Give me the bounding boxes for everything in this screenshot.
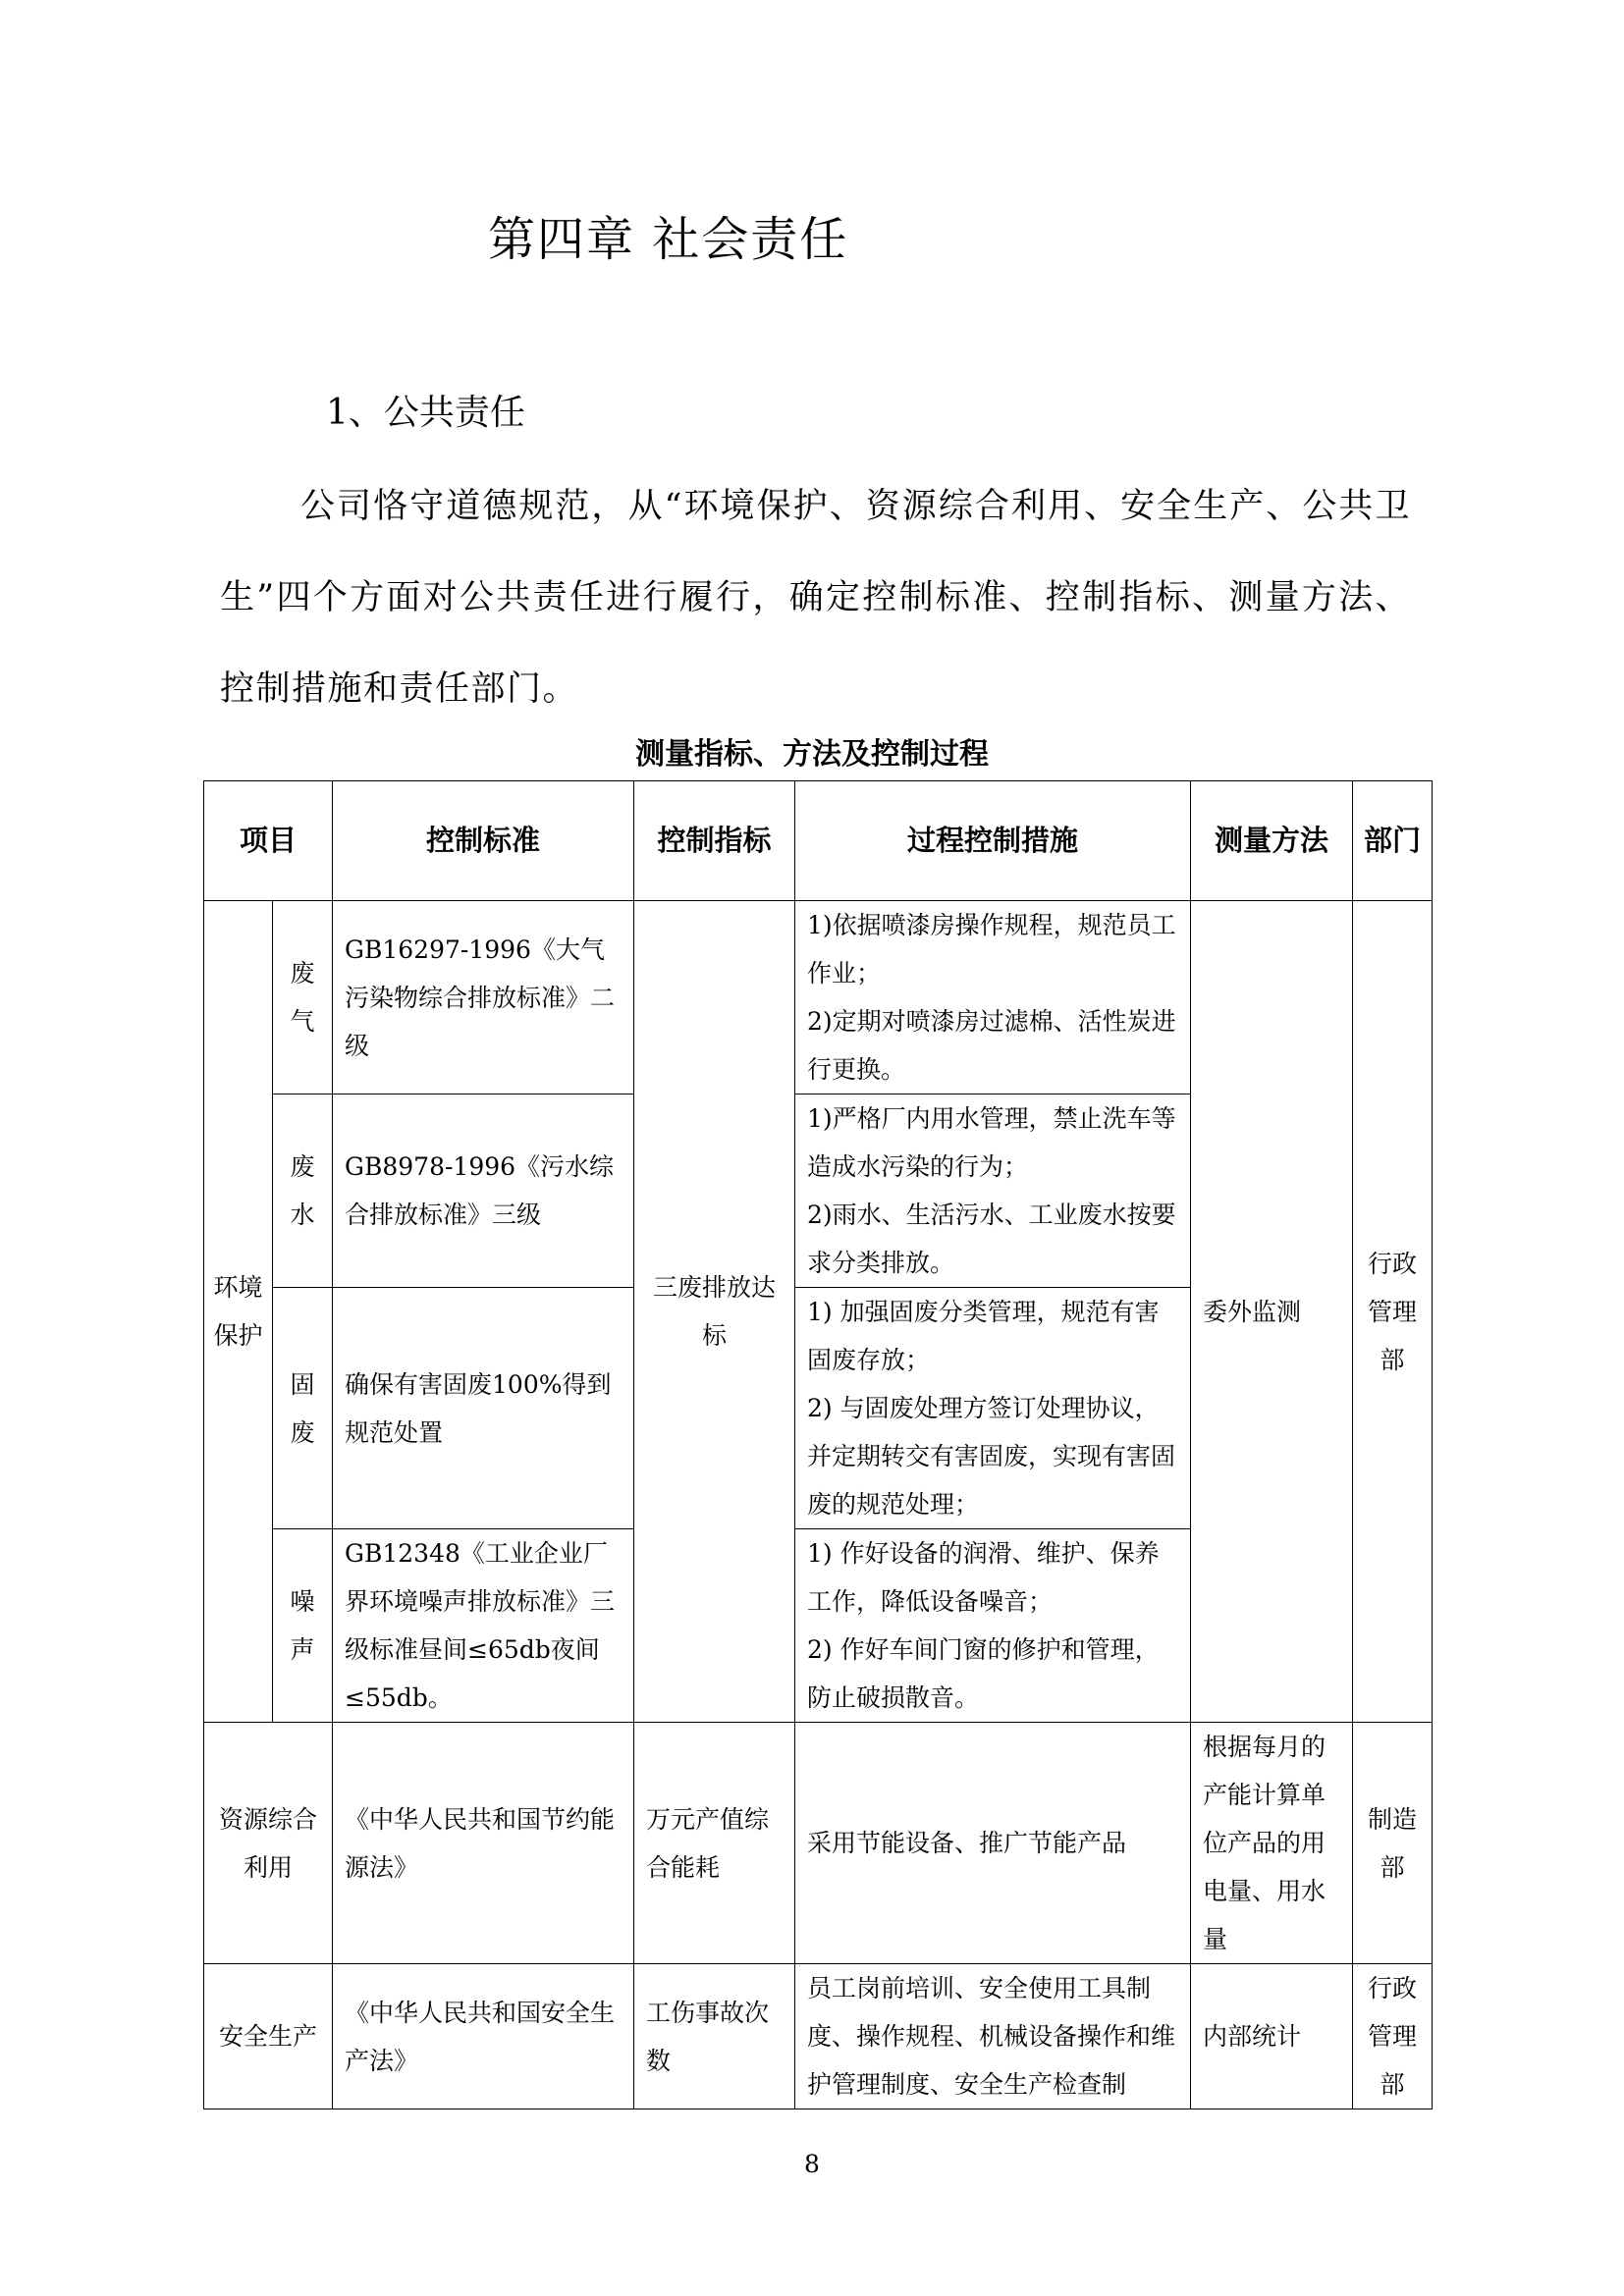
measurement-table <box>203 780 1433 2109</box>
header-dept: 部门 <box>1353 781 1433 901</box>
sub-category: 废气 <box>273 901 333 1095</box>
standard-cell: 《中华人民共和国节约能源法》 <box>333 1723 634 1964</box>
measures-cell: 采用节能设备、推广节能产品 <box>795 1723 1191 1964</box>
measures-cell <box>795 1095 1191 1288</box>
measures-cell <box>795 1288 1191 1529</box>
measure-line: 2) 与固废处理方签订处理协议，并定期转交有害固废，实现有害固废的规范处理； <box>807 1394 1176 1519</box>
page-number: 8 <box>804 2150 820 2178</box>
header-indicator: 控制指标 <box>634 781 795 901</box>
header-method: 测量方法 <box>1191 781 1353 901</box>
measure-line: 2)雨水、生活污水、工业废水按要求分类排放。 <box>807 1201 1176 1277</box>
category-safety: 安全生产 <box>204 1964 333 2109</box>
sub-category: 固废 <box>273 1288 333 1529</box>
measure-line: 1)严格厂内用水管理，禁止洗车等造成水污染的行为； <box>807 1104 1176 1181</box>
method-env: 委外监测 <box>1191 901 1353 1723</box>
measures-cell <box>795 901 1191 1095</box>
intro-paragraph: 公司恪守道德规范，从“环境保护、资源综合利用、安全生产、公共卫生”四个方面对公共责任进行履行，确定控制标准、控制指标、测量方法、控制措施和责任部门。 <box>220 487 1411 709</box>
dept-cell: 制造部 <box>1353 1723 1433 1964</box>
indicator-env: 三废排放达标 <box>634 901 795 1723</box>
measure-line: 1)依据喷漆房操作规程，规范员工作业； <box>807 911 1176 988</box>
category-env: 环境保护 <box>204 901 273 1723</box>
measures-cell: 员工岗前培训、安全使用工具制度、操作规程、机械设备操作和维护管理制度、安全生产检查制 <box>795 1964 1191 2109</box>
chapter-title: 第四章 社会责任 <box>488 212 849 267</box>
header-measures: 过程控制措施 <box>795 781 1191 901</box>
method-cell: 根据每月的产能计算单位产品的用电量、用水量 <box>1191 1723 1353 1964</box>
dept-env: 行政管理部 <box>1353 901 1433 1723</box>
method-cell: 内部统计 <box>1191 1964 1353 2109</box>
measure-line: 2)定期对喷漆房过滤棉、活性炭进行更换。 <box>807 1007 1176 1084</box>
sub-category: 废水 <box>273 1095 333 1288</box>
measure-line: 2) 作好车间门窗的修护和管理，防止破损散音。 <box>807 1635 1160 1712</box>
header-standard: 控制标准 <box>333 781 634 901</box>
standard-cell: GB12348《工业企业厂界环境噪声排放标准》三级标准昼间≤65db夜间≤55db。 <box>333 1529 634 1723</box>
header-item: 项目 <box>204 781 333 901</box>
dept-cell: 行政管理部 <box>1353 1964 1433 2109</box>
indicator-cell: 万元产值综合能耗 <box>634 1723 795 1964</box>
section-title: 1、公共责任 <box>326 393 525 433</box>
table-header-row <box>204 781 1433 901</box>
table-row <box>204 1723 1433 1964</box>
category-resource: 资源综合利用 <box>204 1723 333 1964</box>
table-row <box>204 901 1433 1095</box>
standard-cell: 确保有害固废100%得到规范处置 <box>333 1288 634 1529</box>
table-row <box>204 1964 1433 2109</box>
measure-line: 1) 加强固废分类管理，规范有害固废存放； <box>807 1298 1160 1374</box>
table-caption: 测量指标、方法及控制过程 <box>635 737 989 772</box>
standard-cell: GB8978-1996《污水综合排放标准》三级 <box>333 1095 634 1288</box>
standard-cell: GB16297-1996《大气污染物综合排放标准》二级 <box>333 901 634 1095</box>
standard-cell: 《中华人民共和国安全生产法》 <box>333 1964 634 2109</box>
indicator-cell: 工伤事故次数 <box>634 1964 795 2109</box>
sub-category: 噪声 <box>273 1529 333 1723</box>
measure-line: 1) 作好设备的润滑、维护、保养工作，降低设备噪音； <box>807 1539 1160 1616</box>
measures-cell <box>795 1529 1191 1723</box>
